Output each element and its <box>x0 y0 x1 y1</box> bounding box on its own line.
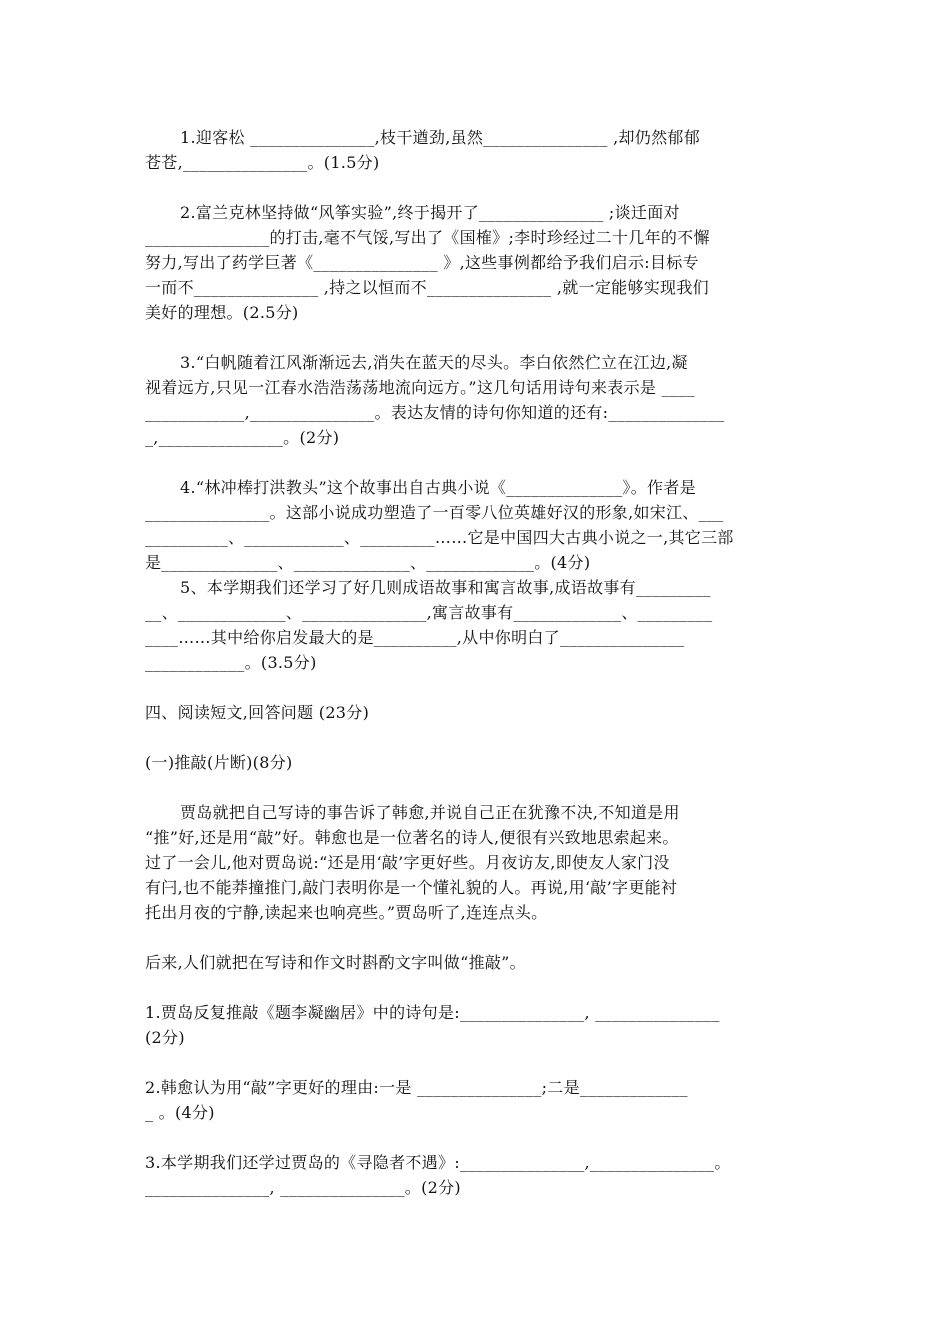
reading-q1-line-2: (2分) <box>145 1028 185 1047</box>
passage-line-3: 过了一会儿,他对贾岛说:“还是用‘敲’字更好些。月夜访友,即使友人家门没 <box>145 853 670 872</box>
reading-q2-line-2: _ 。(4分) <box>145 1103 215 1122</box>
q5-line-4: ____________。(3.5分) <box>145 653 317 672</box>
q4-line-2: _______________。这部小说成功塑造了一百零八位英雄好汉的形象,如宋江、___ <box>145 503 724 522</box>
q5-line-1: 5、本学期我们还学习了好几则成语故事和寓言故事,成语故事有_________ <box>180 578 711 597</box>
q4-line-4: 是______________、______________、_____________。(4分) <box>145 553 591 572</box>
q2-line-2: _______________的打击,毫不气馁,写出了《国榷》;李时珍经过二十几年的不懈 <box>145 228 710 247</box>
reading-q3-line-2: _______________, _______________。(2分) <box>145 1178 461 1197</box>
q2-line-5: 美好的理想。(2.5分) <box>145 303 299 322</box>
q2-line-4: 一而不_______________ ,持之以恒而不_______________ ,就一定能够实现我们 <box>145 278 709 297</box>
q3-line-3: ____________,_______________。表达友情的诗句你知道的还有:______________ <box>145 403 725 422</box>
q2-line-3: 努力,写出了药学巨著《_______________ 》,这些事例都给予我们启示:目标专 <box>145 253 699 272</box>
q3-line-1: 3.“白帆随着江风渐渐远去,消失在蓝天的尽头。李白依然伫立在江边,凝 <box>180 353 688 372</box>
q3-line-2: 视着远方,只见一江春水浩浩荡荡地流向远方。”这几句话用诗句来表示是 ____ <box>145 378 695 397</box>
passage-line-2: “推”好,还是用“敲”好。韩愈也是一位著名的诗人,便很有兴致地思索起来。 <box>145 828 679 847</box>
q2-line-1: 2.富兰克林坚持做“风筝实验”,终于揭开了_______________ ;谈迁面对 <box>180 203 680 222</box>
q3-line-4: _,_______________。(2分) <box>145 428 340 447</box>
q1-line-1: 1.迎客松 _______________,枝干遒劲,虽然_______________ ,却仍然郁郁 <box>180 128 700 147</box>
passage-line-5: 托出月夜的宁静,读起来也响亮些。”贾岛听了,连连点头。 <box>145 903 548 922</box>
q5-line-2: __、_____________、_______________,寓言故事有_____________、_________ <box>145 603 713 622</box>
passage-line-6: 后来,人们就把在写诗和作文时斟酌文字叫做“推敲”。 <box>145 953 526 972</box>
reading-q3-line-1: 3.本学期我们还学过贾岛的《寻隐者不遇》:_______________,_______________。 <box>145 1153 731 1172</box>
passage-one-heading: (一)推敲(片断)(8分) <box>145 753 293 772</box>
q4-line-3: __________、____________、_________……它是中国四大古典小说之一,其它三部 <box>145 528 734 547</box>
reading-q2-line-1: 2.韩愈认为用“敲”字更好的理由:一是 _______________;二是_____________ <box>145 1078 688 1097</box>
q4-line-1: 4.“林冲棒打洪教头”这个故事出自古典小说《______________》。作者是 <box>180 478 696 497</box>
q1-line-2: 苍苍,_______________。(1.5分) <box>145 153 380 172</box>
q5-line-3: ____……其中给你启发最大的是__________,从中你明白了_______________ <box>145 628 685 647</box>
section-four-heading: 四、阅读短文,回答问题 (23分) <box>145 703 370 722</box>
reading-q1-line-1: 1.贾岛反复推敲《题李凝幽居》中的诗句是:_______________, _______________ <box>145 1003 720 1022</box>
passage-line-4: 有闩,也不能莽撞推门,敲门表明你是一个懂礼貌的人。再说,用‘敲’字更能衬 <box>145 878 678 897</box>
passage-line-1: 贾岛就把自己写诗的事告诉了韩愈,并说自己正在犹豫不决,不知道是用 <box>180 803 680 822</box>
